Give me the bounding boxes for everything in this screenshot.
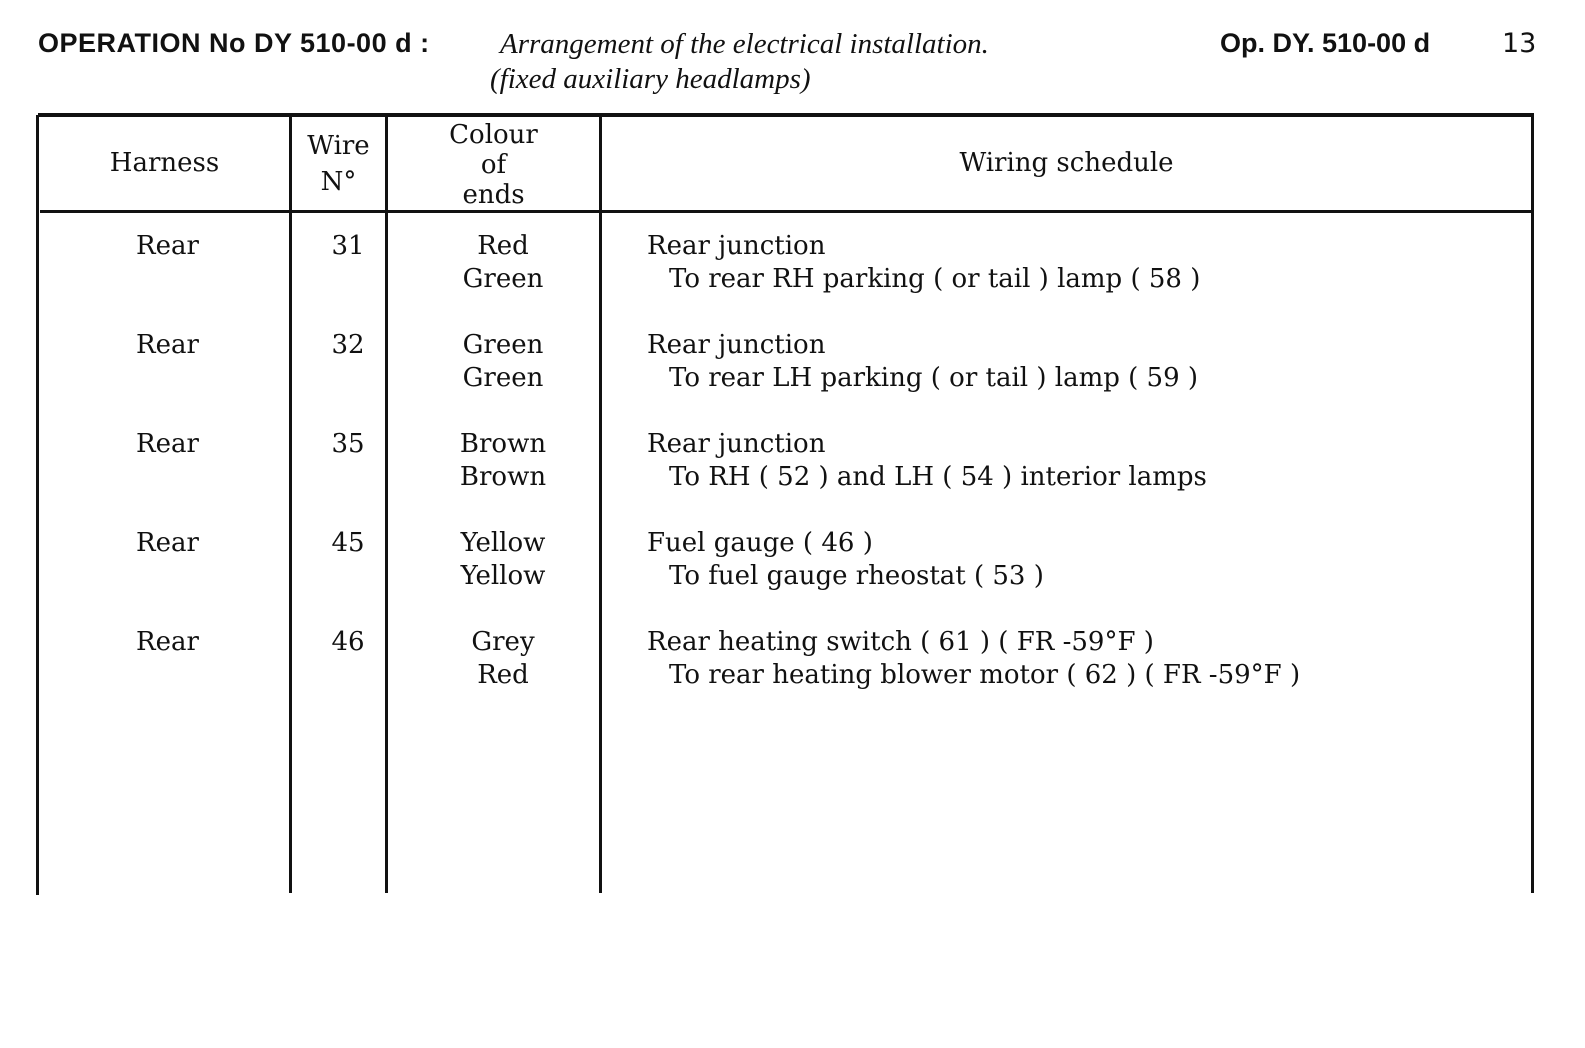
- schedule-to: To fuel gauge rheostat ( 53 ): [669, 561, 1044, 591]
- schedule-from: Fuel gauge ( 46 ): [647, 528, 873, 558]
- column-header-wire-line1: Wire: [307, 131, 370, 161]
- operation-number: OPERATION No DY 510-00 d :: [38, 28, 430, 58]
- schedule-to: To RH ( 52 ) and LH ( 54 ) interior lamps: [669, 462, 1207, 492]
- wire-number-cell: 35: [331, 429, 365, 459]
- harness-cell: Rear: [136, 627, 199, 657]
- column-header-schedule: Wiring schedule: [959, 148, 1174, 178]
- colour-end-1: Grey: [471, 627, 535, 657]
- harness-cell: Rear: [136, 429, 199, 459]
- schedule-from: Rear heating switch ( 61 ) ( FR -59°F ): [647, 627, 1154, 657]
- schedule-from: Rear junction: [647, 231, 826, 261]
- colour-end-1: Brown: [459, 429, 547, 459]
- colour-end-1: Yellow: [460, 528, 546, 558]
- table-top-rule: [38, 113, 1534, 117]
- column-header-wire: [292, 128, 385, 200]
- page-subtitle: (fixed auxiliary headlamps): [490, 63, 811, 95]
- wire-number-cell: 31: [331, 231, 365, 261]
- colour-end-2: Brown: [459, 462, 547, 492]
- schedule-from: Rear junction: [647, 330, 826, 360]
- colour-end-1: Green: [462, 330, 544, 360]
- page-title: Arrangement of the electrical installation.: [500, 28, 989, 60]
- harness-cell: Rear: [136, 330, 199, 360]
- table-header-rule: [40, 210, 1534, 213]
- colour-end-2: Green: [462, 363, 544, 393]
- colour-end-2: Green: [462, 264, 544, 294]
- column-header-colour: [388, 120, 599, 210]
- schedule-to: To rear LH parking ( or tail ) lamp ( 59 ): [669, 363, 1199, 393]
- column-header-harness: Harness: [109, 148, 220, 178]
- colour-end-1: Red: [477, 231, 529, 261]
- column-header-wire-line2: N°: [320, 167, 357, 197]
- table-right-border: [1531, 115, 1534, 893]
- schedule-to: To rear heating blower motor ( 62 ) ( FR -59°F ): [669, 660, 1301, 690]
- column-header-colour-line2: of: [480, 150, 507, 180]
- colour-end-2: Red: [477, 660, 529, 690]
- wire-number-cell: 32: [331, 330, 365, 360]
- wire-number-cell: 46: [331, 627, 365, 657]
- harness-cell: Rear: [136, 528, 199, 558]
- schedule-to: To rear RH parking ( or tail ) lamp ( 58 ): [669, 264, 1201, 294]
- wire-number-cell: 45: [331, 528, 365, 558]
- operation-reference: Op. DY. 510-00 d: [1220, 28, 1431, 58]
- page-number: 13: [1502, 28, 1537, 59]
- column-header-colour-line1: Colour: [449, 120, 538, 150]
- colour-end-2: Yellow: [460, 561, 546, 591]
- table-left-border: [36, 115, 39, 895]
- schedule-from: Rear junction: [647, 429, 826, 459]
- harness-cell: Rear: [136, 231, 199, 261]
- column-header-colour-line3: ends: [462, 180, 525, 210]
